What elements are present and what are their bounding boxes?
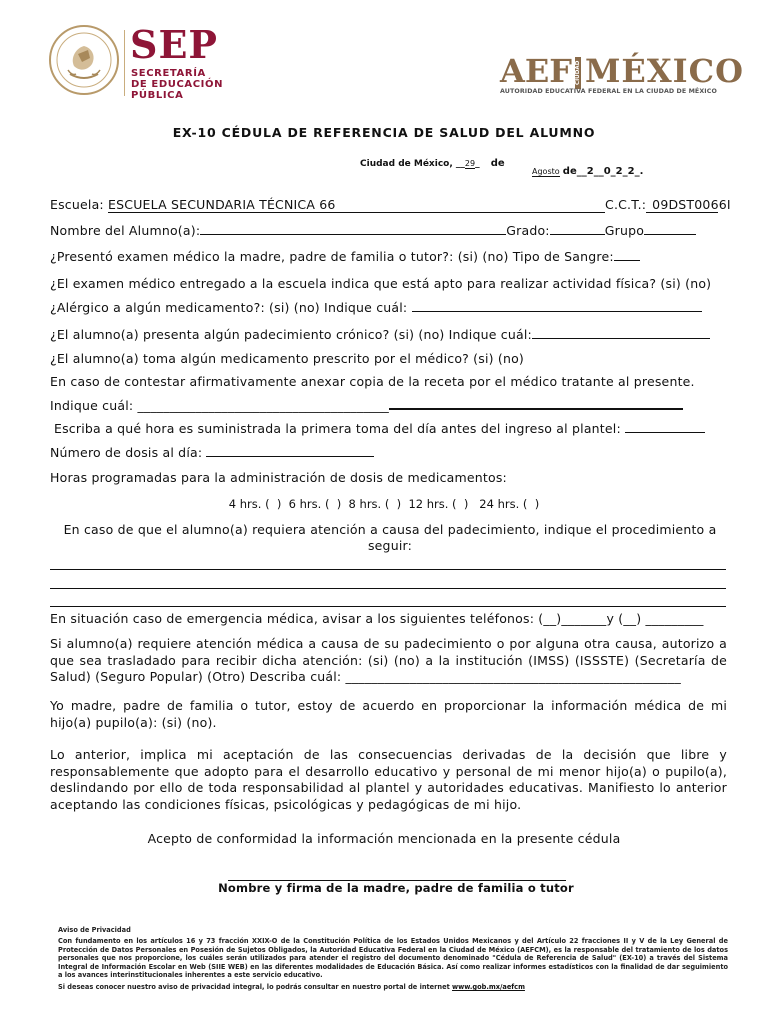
nombre-row xyxy=(50,223,696,238)
date-month: Agosto xyxy=(532,167,560,176)
cronico-field[interactable] xyxy=(532,338,710,339)
firma-label: Nombre y firma de la madre, padre de familia o tutor xyxy=(218,881,574,895)
q-alergico: ¿Alérgico a algún medicamento?: (si) (no) Indique cuál: xyxy=(50,300,408,315)
aef-logo xyxy=(500,52,744,100)
dosis-label: Número de dosis al día: xyxy=(50,445,203,460)
date-de-1: de xyxy=(490,158,505,169)
aef-subtitle: AUTORIDAD EDUCATIVA FEDERAL EN LA CIUDAD DE MÉXICO xyxy=(500,88,717,95)
date-year: __2__0_2_2_. xyxy=(576,166,644,177)
privacy-link-text: Si deseas conocer nuestro aviso de privacidad integral, lo podrás consultar en nuestro portal de internet xyxy=(58,983,450,991)
sep-logo-text: SEP xyxy=(130,22,218,67)
caso-afirmativo: En caso de contestar afirmativamente anexar copia de la receta por el médico tratante al presente. xyxy=(50,374,695,389)
escuela-row xyxy=(50,197,731,213)
sep-seal-logo xyxy=(48,24,120,96)
alergico-row xyxy=(50,300,702,315)
sep-subtitle-3: PÚBLICA xyxy=(131,90,184,101)
grado-label: Grado: xyxy=(506,223,550,238)
form-title: EX-10 CÉDULA DE REFERENCIA DE SALUD DEL ALUMNO xyxy=(172,125,596,140)
q-cronico: ¿El alumno(a) presenta algún padecimiento crónico? (si) (no) Indique cuál: xyxy=(50,327,532,342)
privacy-link-row xyxy=(58,983,525,992)
cct-field[interactable] xyxy=(646,197,731,213)
aef-logo-text: AEF xyxy=(500,52,572,90)
sangre-field[interactable] xyxy=(614,260,640,261)
date-de-2: de xyxy=(562,166,577,177)
escuela-value: ESCUELA SECUNDARIA TÉCNICA 66 xyxy=(108,197,336,212)
acepto: Acepto de conformidad la información mencionada en la presente cédula xyxy=(147,831,621,846)
grupo-field[interactable] xyxy=(644,234,696,235)
sep-logo-divider xyxy=(124,30,125,96)
procedimiento-line-3[interactable] xyxy=(50,606,726,607)
examen-row xyxy=(50,249,640,264)
hora-field[interactable] xyxy=(625,432,705,433)
privacy-title: Aviso de Privacidad xyxy=(58,926,131,934)
hora-toma: Escriba a qué hora es suministrada la primera toma del día antes del ingreso al plantel: xyxy=(54,421,621,436)
dosis-row xyxy=(50,445,374,460)
cct-label: C.C.T.: xyxy=(605,197,647,212)
emergencia[interactable]: En situación caso de emergencia médica, avisar a los siguientes teléfonos: (__)_______y (__) _________ xyxy=(50,611,704,626)
q-medicamento: ¿El alumno(a) toma algún medicamento prescrito por el médico? (si) (no) xyxy=(50,351,525,366)
hora-row xyxy=(54,421,705,436)
grado-field[interactable] xyxy=(550,234,605,235)
horas-prog: Horas programadas para la administración de dosis de medicamentos: xyxy=(50,470,507,485)
sep-subtitle-2: DE EDUCACIÓN xyxy=(131,79,224,90)
procedimiento-line-2[interactable] xyxy=(50,588,726,589)
q-examen: ¿Presentó examen médico la madre, padre de familia o tutor?: (si) (no) Tipo de Sangre: xyxy=(50,249,614,264)
escuela-field[interactable] xyxy=(108,197,605,213)
escuela-label: Escuela: xyxy=(50,197,104,212)
nombre-label: Nombre del Alumno(a): xyxy=(50,223,201,238)
indique-row xyxy=(50,398,683,413)
indique-cual: Indique cuál: _______________________________________ xyxy=(50,398,389,413)
grupo-label: Grupo xyxy=(604,223,645,238)
date-line-2 xyxy=(532,166,643,177)
autorizo: Si alumno(a) requiere atención médica a causa de su padecimiento o por alguna otra causa, autorizo a que sea trasladado para recibir dicha atención: (si) (no) a la institución (IMSS) (ISSSTE) (Secretaría de Salud) (Seguro Popular) (Otro) Describa cuál: ____________________________________________________ xyxy=(50,636,727,684)
date-line: Ciudad de México, __29_ de xyxy=(360,158,505,169)
procedimiento-line-1[interactable] xyxy=(50,569,726,570)
date-label: Ciudad de México, __ xyxy=(360,159,465,169)
cronico-row xyxy=(50,327,710,342)
mexican-seal-icon xyxy=(48,24,120,96)
date-day: 29 xyxy=(464,159,476,168)
procedimiento: En caso de que el alumno(a) requiera atención a causa del padecimiento, indique el procedimiento a seguir: xyxy=(63,522,717,553)
q-apto: ¿El examen médico entregado a la escuela indica que está apto para realizar actividad física? (si) (no) xyxy=(50,276,712,291)
anterior: Lo anterior, implica mi aceptación de las consecuencias derivadas de la decisión que libre y responsablemente que adopto para el desarrollo educativo y personal de mi menor hijo(a) o pupilo(a), deslindando por ello de toda responsabilidad al plantel y autoridades educativas. Manifiesto lo anterior aceptando las condiciones físicas, psicológicas y pedagógicas de mi hijo. xyxy=(50,747,727,812)
cct-value: 09DST0066I xyxy=(652,197,731,212)
acuerdo: Yo madre, padre de familia o tutor, estoy de acuerdo en proporcionar la información médica de mi hijo(a) pupilo(a): (si) (no). xyxy=(50,698,727,730)
indique-field[interactable] xyxy=(389,408,683,410)
aef-mexico-text: MÉXICO xyxy=(585,52,744,90)
nombre-field[interactable] xyxy=(200,234,506,235)
horas-opciones[interactable]: 4 hrs. ( ) 6 hrs. ( ) 8 hrs. ( ) 12 hrs. ( ) 24 hrs. ( ) xyxy=(228,497,540,511)
privacy-body: Con fundamento en los artículos 16 y 73 fracción XXIX-O de la Constitución Política de los Estados Unidos Mexicanos y del Artículo 22 fracciones II y V de la Ley General de Protección de Datos Personales en Posesión de Sujetos Obligados, la Autoridad Educativa Federal en la Ciudad de México (AEFCM), es la responsable del tratamiento de los datos personales que nos proporcione, los cuáles serán utilizados para atender el registro del documento denominado "Cédula de Referencia de Salud" (EX-10) a través del Sistema Integral de Información Escolar en Web (SIIE WEB) en las diferentes modalidades de Educación Básica. Así como realizar informes estadísticos con la finalidad de dar seguimiento a los avances interinstitucionales inherentes a este servicio educativo. xyxy=(58,937,728,980)
sep-subtitle-1: SECRETARÍA xyxy=(131,68,206,79)
dosis-field[interactable] xyxy=(206,456,374,457)
privacy-link[interactable]: www.gob.mx/aefcm xyxy=(452,983,525,991)
aef-ciudad-label: CIUDAD xyxy=(575,57,581,89)
alergico-field[interactable] xyxy=(412,311,702,312)
